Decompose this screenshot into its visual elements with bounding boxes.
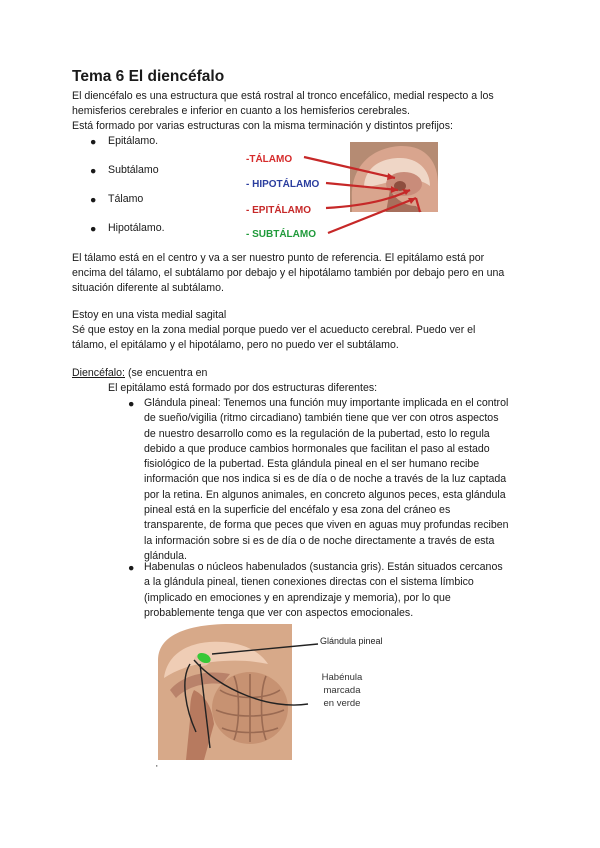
footer-mark: · — [155, 760, 159, 772]
habenulas-line: a la glándula pineal, tienen conexiones directas con el sistema límbico — [144, 576, 474, 589]
part-talamo: Tálamo — [108, 193, 144, 205]
glandula-line: de nuestro desarrollo como es la regulación de la pubertad, esto lo regula — [144, 427, 490, 440]
habenulas-line: (implicado en emociones y en aprendizaje y memoria), por lo que — [144, 591, 451, 604]
diencephalon-figure — [240, 140, 440, 244]
intro-line-3: Está formado por varias estructuras con la misma terminación y distintos prefijos: — [72, 120, 453, 132]
epi-intro: El epitálamo está formado por dos estructuras diferentes: — [108, 382, 378, 394]
label-habenula-3: en verde — [323, 698, 361, 709]
brain-sagittal-image — [158, 624, 292, 760]
intro-line-2: hemisferios cerebrales e inferior en cuanto a los hemisferios cerebrales. — [72, 105, 410, 117]
label-habenula-2: marcada — [323, 685, 361, 696]
dien-label: Diencéfalo: — [72, 367, 125, 379]
sagital-line-1: Sé que estoy en la zona medial porque puedo ver el acueducto cerebral. Puedo ver el — [72, 324, 476, 336]
sagital-heading: Estoy en una vista medial sagital — [72, 309, 227, 321]
bullet-dot: ● — [90, 194, 97, 206]
habenula-figure — [150, 620, 400, 760]
part-hipotalamo: Hipotálamo. — [108, 222, 165, 234]
glandula-block — [144, 396, 529, 564]
glandula-line: transparente, de forma que peces que viven en aguas muy profundas reciben — [144, 519, 509, 532]
part-epitalamo: Epitálamo. — [108, 135, 159, 147]
dien-rest: (se encuentra en — [125, 367, 208, 379]
bullet-dot: ● — [90, 136, 97, 148]
dien-heading — [72, 366, 207, 382]
glandula-line: por la retina. En algunos animales, en concreto algunos peces, esta glándula — [144, 488, 506, 501]
glandula-line: de sueño/vigilia (ritmo circadiano) también tiene que ver con otros aspectos — [144, 412, 499, 425]
habenulas-block — [144, 560, 529, 621]
page-title: Tema 6 El diencéfalo — [72, 68, 225, 85]
label-habenula-1: Habénula — [321, 672, 363, 683]
glandula-line: la información sobre si es de día o de noche directamente a través de esta — [144, 534, 495, 547]
paragraph2-line-2: encima del tálamo, el subtálamo por debajo y el hipotálamo también por debajo pero en una — [72, 267, 505, 279]
paragraph2-line-1: El tálamo está en el centro y va a ser nuestro punto de referencia. El epitálamo está por — [72, 252, 485, 264]
label-talamo: -TÁLAMO — [246, 154, 293, 165]
glandula-line: pineal está en la superficie del encéfalo y esa zona del cráneo es — [144, 504, 451, 517]
label-epitalamo: - EPITÁLAMO — [246, 205, 311, 216]
bullet-dot: ● — [90, 165, 97, 177]
bullet-dot: ● — [128, 562, 135, 574]
glandula-line: Glándula pineal: Tenemos una función muy importante implicada en el control — [144, 397, 509, 409]
paragraph2-line-3: situación diferente al subtálamo. — [72, 282, 224, 294]
glandula-line: debido a que produce cambios hormonales que facilitan el paso al estado — [144, 442, 490, 455]
label-hipotalamo: - HIPOTÁLAMO — [246, 179, 320, 190]
part-subtalamo: Subtálamo — [108, 164, 159, 176]
sagital-line-2: tálamo, el epitálamo y el hipotálamo, pero no puedo ver el subtálamo. — [72, 339, 399, 351]
intro-line-1: El diencéfalo es una estructura que está rostral al tronco encefálico, medial respecto a los — [72, 90, 494, 102]
glandula-line: información que nos indica si es de día o de noche a través de la luz captada — [144, 473, 507, 486]
bullet-dot: ● — [90, 223, 97, 235]
habenulas-line: probablemente tenga que ver con aspectos emocionales. — [144, 606, 414, 619]
glandula-line: glándula. — [144, 549, 188, 562]
label-subtalamo: - SUBTÁLAMO — [246, 229, 316, 240]
habenulas-line: Habenulas o núcleos habenulados (sustancia gris). Están situados cercanos — [144, 561, 503, 573]
bullet-dot: ● — [128, 398, 135, 410]
glandula-line: fisiológico de la pubertad. Esta glándula pineal en el ser humano recibe — [144, 458, 480, 471]
label-glandula-pineal: Glándula pineal — [320, 636, 383, 646]
